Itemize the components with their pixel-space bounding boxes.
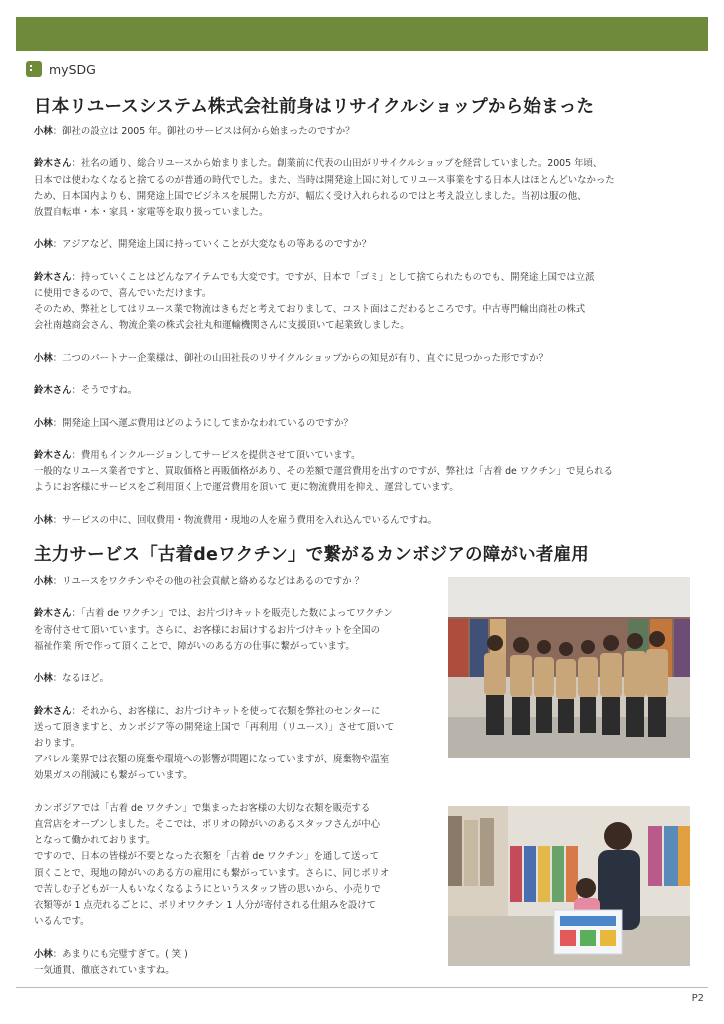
text-line (34, 173, 690, 189)
line-text: ：持っていくことはどんなアイテムでも大変です。ですが、日本で「ゴミ」として捨てられたものでも、開発途上国では立派 (71, 271, 595, 283)
line-text: ：御社の設立は 2005 年。御社のサービスは何から始まったのですか？ (52, 126, 355, 137)
dialogue-block (34, 237, 690, 253)
text-line (34, 817, 438, 833)
line-text: 日本では使わなくなると捨てるのが普通の時代でした。また、当時は開発途上国に対してリユース事業をする日本人はほとんどいなかった (34, 174, 615, 186)
text-line (34, 286, 690, 302)
speaker-name: 小林 (34, 673, 53, 685)
text-line (34, 914, 438, 930)
line-text: ：あまりにも完璧すぎて。( 笑 ) (52, 948, 188, 960)
line-text: おります。 (34, 737, 81, 749)
text-line (34, 736, 438, 752)
logo (26, 61, 96, 77)
dialogue-block (34, 574, 438, 590)
line-text: 一気通貫、徹底されていますね。 (34, 964, 175, 976)
text-line (34, 205, 690, 221)
speaker-name: 鈴木さん (34, 705, 72, 717)
line-text: で苦しむ子どもが一人もいなくなるようにというスタッフ皆の思いから、小売りで (34, 883, 381, 895)
speaker-name: 小林 (34, 352, 53, 364)
text-line (34, 480, 690, 496)
line-text: ：アジアなど、開発途上国に持っていくことが大変なもの等あるのですか？ (52, 239, 372, 251)
line-text: 頂くことで、現地の障がいのある方の雇用にも繋がっています。さらに、同じポリオ (34, 867, 390, 879)
dialogue-block (34, 156, 690, 221)
dialogue-block (34, 416, 690, 432)
section1-title: 日本リユースシステム株式会社前身はリサイクルショップから始まった (34, 97, 595, 117)
text-line (34, 833, 438, 849)
text-line (34, 156, 690, 172)
speaker-name: 小林 (34, 239, 53, 251)
dialogue-block (34, 606, 438, 655)
text-line (34, 270, 690, 286)
line-text: となって働かれております。 (34, 835, 156, 847)
dialogue-block (34, 124, 690, 140)
text-line (34, 448, 690, 464)
page-number: P2 (691, 993, 704, 1004)
text-line (34, 947, 438, 963)
speaker-name: 鈴木さん (34, 608, 72, 620)
speaker-name: 小林 (34, 576, 53, 587)
line-text: ：費用もインクルージョンしてサービスを提供させて頂いています。 (71, 449, 361, 461)
line-text: 一般的なリユース業者ですと、買取価格と再販価格があり、その差額で運営費用を出すのですが、弊社は「古着 de ワクチン」で見られる (34, 466, 614, 478)
text-line (34, 351, 690, 367)
dialogue-block (34, 351, 690, 367)
logo-icon (26, 61, 42, 77)
speaker-name: 鈴木さん (34, 385, 72, 397)
line-text: ようにお客様にサービスをご利用頂く上で運営費用を頂いて 更に物流費用を抑え、運営しています。 (34, 482, 459, 494)
text-line (34, 302, 690, 318)
line-text: ですので、日本の皆様が不要となった衣類を「古着 de ワクチン」を通して送って (34, 851, 380, 863)
line-text: 会社南越商会さん、物流企業の株式会社丸和運輸機関さんに支援頂いて起業致しました。 (34, 320, 410, 332)
line-text: を寄付させて頂いています。さらに、お客様にお届けするお片づけキットを全国の (34, 624, 380, 636)
text-line (34, 513, 690, 529)
text-line (34, 574, 438, 590)
line-text: 直営店をオープンしました。そこでは、ポリオの障がいのあるスタッフさんが中心 (34, 818, 380, 830)
text-line (34, 606, 438, 622)
text-line (34, 623, 438, 639)
text-line (34, 963, 438, 979)
text-line (34, 752, 438, 768)
line-text: ：二つのパートナー企業様は、御社の山田社長のリサイクルショップからの知見が有り、直ぐに見つかった形ですか？ (52, 352, 548, 364)
text-line (34, 882, 438, 898)
text-line (34, 849, 438, 865)
speaker-name: 小林 (34, 948, 53, 960)
line-text: ：なるほど。 (52, 673, 110, 685)
line-text: 効果ガスの削減にも繋がっています。 (34, 770, 193, 782)
line-text: ：社名の通り、総合リユースから始まりました。創業前に代表の山田がリサイクルショップを経営していました。2005 年頃、 (71, 158, 603, 170)
line-text: アパレル業界では衣類の廃棄や環境への影響が問題になっていますが、廃棄物や温室 (34, 754, 390, 766)
header-bar (16, 17, 708, 51)
line-text: 送って頂きますと、カンボジア等の開発途上国で「再利用（リユース）」させて頂いて (34, 721, 395, 733)
text-line (34, 318, 690, 334)
text-line (34, 464, 690, 480)
line-text: ：リユースをワクチンやその他の社会貢献と絡めるなどはあるのですか ？ (52, 576, 364, 587)
text-line (34, 671, 438, 687)
speaker-name: 鈴木さん (34, 271, 72, 283)
speaker-name: 小林 (34, 514, 53, 526)
section2-body (34, 574, 438, 979)
text-line (34, 237, 690, 253)
speaker-name: 鈴木さん (34, 449, 72, 461)
text-line (34, 768, 438, 784)
text-line (34, 801, 438, 817)
line-text: 衣類等が 1 点売れるごとに、ポリオワクチン 1 人分が寄付される仕組みを設けて (34, 900, 377, 911)
staff-group-photo (448, 577, 690, 758)
speaker-name: 小林 (34, 126, 53, 137)
shop-photo (448, 806, 690, 966)
text-line (34, 124, 690, 140)
line-text: ため、日本国内よりも、開発途上国でビジネスを展開した方が、幅広く受け入れられるのではと考え設立しました。当初は服の他、 (34, 190, 587, 202)
line-text: そのため、弊社としてはリユース業で物流はきもだと考えておりまして、コスト面はこだわるところです。中古専門輸出商社の株式 (34, 304, 586, 316)
section2-title: 主力サービス「古着deワクチン」で繋がるカンボジアの障がい者雇用 (34, 545, 589, 565)
line-text: ：それから、お客様に、お片づけキットを使って衣類を弊社のセンターに (71, 705, 381, 717)
line-text: ：そうですね。 (71, 385, 138, 397)
dialogue-block (34, 448, 690, 497)
text-line (34, 898, 438, 914)
section1-body (34, 124, 690, 529)
dialogue-block (34, 704, 438, 785)
speaker-name: 小林 (34, 417, 53, 429)
speaker-name: 鈴木さん (34, 158, 72, 170)
line-text: 放置自転車・本・家具・家電等を取り扱っていました。 (34, 207, 269, 218)
text-line (34, 383, 690, 399)
line-text: 福祉作業 所で作って頂くことで、障がいのある方の仕事に繋がっています。 (34, 640, 355, 652)
text-line (34, 416, 690, 432)
line-text: ：開発途上国へ運ぶ費用はどのようにしてまかなわれているのですか？ (52, 417, 353, 429)
dialogue-block (34, 671, 438, 687)
dialogue-block (34, 383, 690, 399)
dialogue-block (34, 801, 438, 931)
text-line (34, 866, 438, 882)
line-text: いるんです。 (34, 916, 90, 928)
text-line (34, 720, 438, 736)
line-text: に使用できるので、喜んでいただけます。 (34, 287, 212, 299)
footer-rule (16, 987, 708, 988)
brand-name: mySDG (49, 61, 96, 77)
dialogue-block (34, 947, 438, 979)
line-text: ：「古着 de ワクチン」では、お片づけキットを販売した数によってワクチン (71, 608, 393, 620)
line-text: カンボジアでは「古着 de ワクチン」で集まったお客様の大切な衣類を販売する (34, 802, 371, 814)
dialogue-block (34, 270, 690, 335)
line-text: ：サービスの中に、回収費用・物流費用・現地の人を雇う費用を入れ込んでいるんですね。 (52, 514, 438, 526)
dialogue-block (34, 513, 690, 529)
text-line (34, 639, 438, 655)
text-line (34, 189, 690, 205)
text-line (34, 704, 438, 720)
